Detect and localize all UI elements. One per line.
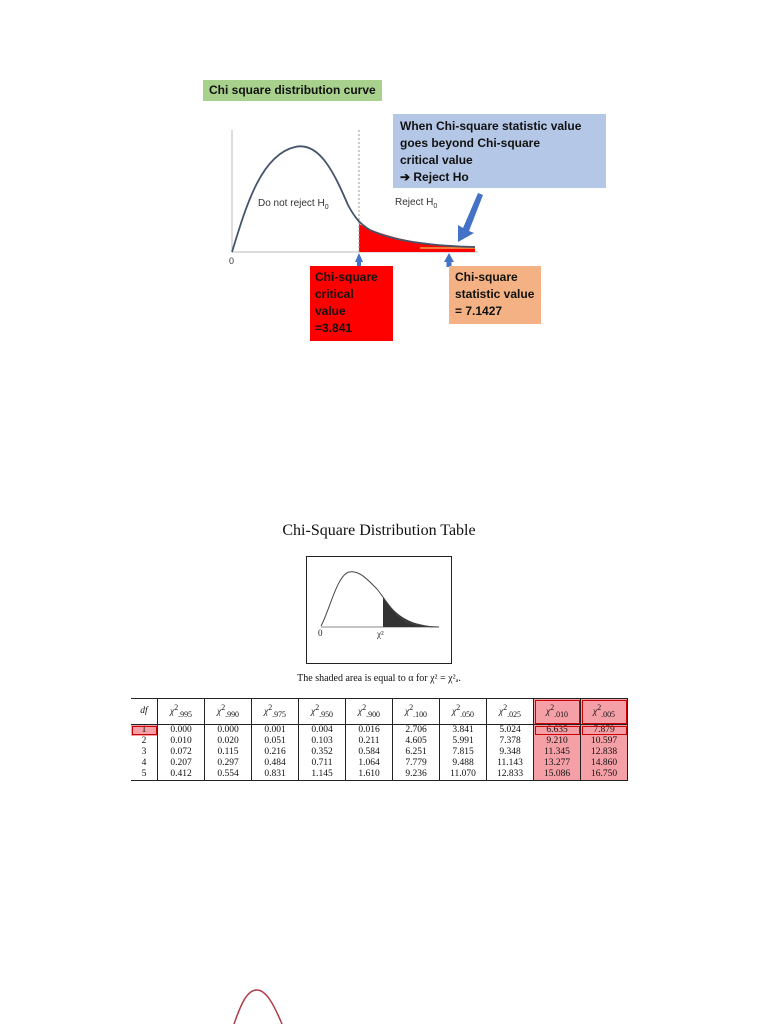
value-cell: 0.711 [299,758,346,769]
value-cell: 12.833 [487,769,534,781]
bottom-cropped-curve [228,985,298,1024]
df-cell: 2 [141,736,147,746]
value-cell: 0.072 [158,747,205,758]
value-cell: 0.000 [205,725,252,737]
col-header: $\chi^2_{.995}$ [158,699,205,725]
table-body [131,725,628,781]
value-cell: 1.145 [299,769,346,781]
value-cell: 0.001 [252,725,299,737]
col-header: $\chi^2_{.975}$ [252,699,299,725]
value-cell: 0.016 [346,725,393,737]
chi-square-table [131,698,628,781]
col-header: $\chi^2_{.900}$ [346,699,393,725]
df-cell: 1 [131,725,158,737]
reject-pointer-arrow [458,193,483,242]
value-cell: 9.210 [534,736,581,747]
value-cell: 16.750 [581,769,628,781]
value-cell: 5.024 [487,725,534,737]
value-cell: 3.841 [440,725,487,737]
small-curve [321,572,439,627]
value-cell: 7.779 [393,758,440,769]
origin-label: 0 [229,256,235,266]
col-header-highlighted: $\chi^2_{.005}$ [581,699,628,725]
statistic-value-arrow [444,253,454,267]
value-cell: 6.251 [393,747,440,758]
col-header: $\chi^2_{.050}$ [440,699,487,725]
small-distribution-plot [307,557,451,663]
df-cell: 4 [141,758,147,768]
table-row [131,769,628,781]
value-cell: 10.597 [581,736,628,747]
value-cell: 11.070 [440,769,487,781]
value-cell: 15.086 [534,769,581,781]
value-cell: 0.484 [252,758,299,769]
col-header: $\chi^2_{.100}$ [393,699,440,725]
small-chi-label: χ² [377,629,384,639]
value-cell: 7.378 [487,736,534,747]
table-row [131,758,628,769]
table-title: Chi-Square Distribution Table [282,522,476,539]
value-cell: 0.051 [252,736,299,747]
value-cell: 0.412 [158,769,205,781]
value-cell: 6.635 [534,725,581,737]
value-cell: 9.348 [487,747,534,758]
value-cell: 1.610 [346,769,393,781]
value-cell: 13.277 [534,758,581,769]
value-cell: 0.297 [205,758,252,769]
reject-label: Reject $H_0$ [395,197,438,210]
value-cell: 0.000 [158,725,205,737]
df-cell: 3 [141,747,147,757]
value-cell: 0.352 [299,747,346,758]
value-cell: 0.831 [252,769,299,781]
value-cell: 0.010 [158,736,205,747]
table-caption: The shaded area is equal to α for χ² = χ²ₐ. [297,673,461,684]
col-header: $\chi^2_{.990}$ [205,699,252,725]
value-cell: 12.838 [581,747,628,758]
df-header: df [131,699,158,725]
value-cell: 0.216 [252,747,299,758]
value-cell: 2.706 [393,725,440,737]
value-cell: 0.020 [205,736,252,747]
value-cell: 14.860 [581,758,628,769]
value-cell: 7.879 [581,725,628,737]
value-cell: 4.605 [393,736,440,747]
value-cell: 9.236 [393,769,440,781]
value-cell: 7.815 [440,747,487,758]
reject-condition-callout: When Chi-square statistic value goes beyond Chi-square critical value ➔ Reject Ho [393,114,606,188]
small-distribution-figure [306,556,452,664]
value-cell: 9.488 [440,758,487,769]
critical-value-callout: Chi-square critical value =3.841 [310,266,393,341]
value-cell: 0.004 [299,725,346,737]
value-cell: 0.584 [346,747,393,758]
value-cell: 11.345 [534,747,581,758]
do-not-reject-label: Do not reject $H_0$ [258,198,329,211]
table-row [131,747,628,758]
value-cell: 11.143 [487,758,534,769]
value-cell: 0.211 [346,736,393,747]
df-cell: 5 [131,769,158,781]
table-header-row [131,699,628,725]
table-row [131,736,628,747]
col-header-highlighted: $\chi^2_{.010}$ [534,699,581,725]
value-cell: 1.064 [346,758,393,769]
value-cell: 0.207 [158,758,205,769]
statistic-value-callout: Chi-square statistic value = 7.1427 [449,266,541,324]
col-header: $\chi^2_{.950}$ [299,699,346,725]
small-origin-label: 0 [318,628,323,638]
col-header: $\chi^2_{.025}$ [487,699,534,725]
critical-value-arrow [355,253,363,267]
cropped-curve-path [234,990,282,1024]
value-cell: 0.103 [299,736,346,747]
value-cell: 0.115 [205,747,252,758]
table-row [131,725,628,737]
curve-title-label: Chi square distribution curve [203,80,382,101]
value-cell: 0.554 [205,769,252,781]
value-cell: 5.991 [440,736,487,747]
